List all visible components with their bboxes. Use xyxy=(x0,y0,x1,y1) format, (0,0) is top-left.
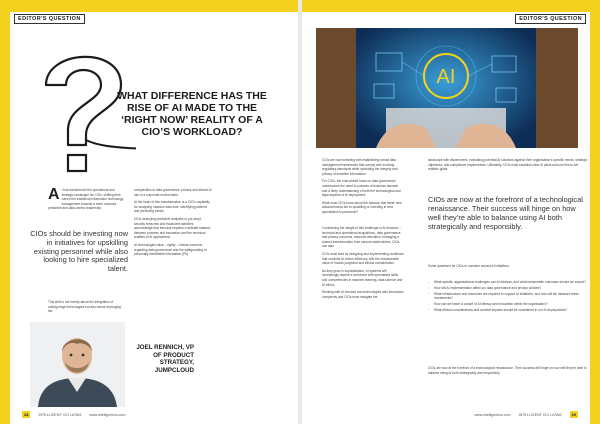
drop-cap: A xyxy=(48,186,60,203)
left-col2-text: complexities of data governance, privacy and ethical AI use in a corporate environment. xyxy=(134,188,212,197)
right-column-3 xyxy=(428,158,588,172)
photo-caption: JOEL RENNICH, VP OF PRODUCT STRATEGY, JUMPCLOUD xyxy=(136,344,194,374)
footer-left xyxy=(22,411,126,418)
left-col2b-text: At the heart of this transformation is a CIO's capability for analysing massive data sets, identifying patterns and predicting trends. xyxy=(134,200,210,214)
right-closing-text: CIOs are now at the forefront of a technological renaissance. Their success will hinge on how well they're able to balance using AI both strategically and responsibly. xyxy=(428,366,587,375)
right-column-1b xyxy=(322,226,404,299)
url-right[interactable]: www.intelligentcio.com xyxy=(474,412,511,417)
right-col2c-text: CIOs must lead by designing and implementing workflows that combine AI-driven efficiency with the irreplaceable value of human judgment and ethical consideration. xyxy=(322,251,404,266)
section-tag-left: EDITOR'S QUESTION xyxy=(14,14,85,24)
left-column-1 xyxy=(48,188,124,211)
headline: WHAT DIFFERENCE HAS THE RISE OF AI MADE TO THE ‘RIGHT NOW’ REALITY OF A CIO’S WORKLOAD? xyxy=(117,90,267,138)
hero-image xyxy=(316,28,578,148)
left-border xyxy=(0,0,10,424)
list-item: • How will AI implementation affect our data governance and privacy policies? xyxy=(428,286,588,291)
pull-quote-left: CIOs should be investing now in initiatives for upskilling existing personnel while also looking to hire specialized talent. xyxy=(30,229,128,274)
section-tag-right: EDITOR'S QUESTION xyxy=(515,14,586,24)
left-col1b-text: This shift is not merely about the integration of cutting-edge technologies but also about leveraging the xyxy=(48,300,121,314)
right-col1c-text: What must CIOs know about the balance that these new advancements are to upskilling or investing in new specialised AI personnel? xyxy=(322,200,402,214)
right-col2d-text: As they grow in sophistication, AI systems will increasingly require a workforce with specialised skills and competencies in machine learning, data science and AI ethics. xyxy=(322,268,403,287)
magazine-name-right: INTELLIGENT CIO LATAM xyxy=(518,412,562,417)
list-item: • What infrastructure and resources are required to support AI initiatives, and how will we measure these investments? xyxy=(428,292,588,301)
right-col2b-text: Considering the weight of this challenge in AI because – technical and operational acquisitions, data governance and privacy concerns, resource allocation, managing a shared transformation from various stakeholders, CIOs can also. xyxy=(322,226,402,249)
list-item: • What ethical considerations and societal impacts should be considered in our AI deployments? xyxy=(428,308,588,313)
right-column-1 xyxy=(322,158,404,215)
list-item: • What specific organisational challenges can AI address, and what measurable outcomes should we expect? xyxy=(428,280,588,285)
right-col2e-text: Working with AI vendors and technologies also introduces complexity and CIOs must navigate the xyxy=(322,290,404,299)
person-portrait-icon xyxy=(30,322,125,407)
top-band-right xyxy=(300,0,600,12)
left-col1-text: I has transformed the operational and strategic landscape for CIOs, shifting their roles from traditional information technology management towards a more nuanced, predictive and data-centric leadership. xyxy=(48,188,124,211)
portrait-photo xyxy=(10,322,200,407)
footer-right xyxy=(474,411,578,418)
right-question-intro: Some questions for CIOs to consider around AI initiatives: xyxy=(428,264,510,268)
right-col3-text: landscape with discernment, evaluating potential AI solutions against their organisation's specific needs, strategic objectives, and compliance requirements. Ultimately, CIOs must establish clear AI pilots and use this to set realistic goals. xyxy=(428,158,588,172)
pull-quote-right: CIOs are now at the forefront of a technological renaissance. Their success will hinge on how well they’re able to balance using AI both strategically and responsibly. xyxy=(428,195,583,231)
right-col1-text: CIOs are now wrestling with establishing robust data management frameworks that comply with evolving regulatory standards while upholding the integrity and privacy of sensitive information. xyxy=(322,158,398,176)
magazine-name-left: INTELLIGENT CIO LATAM xyxy=(38,412,82,417)
url-left[interactable]: www.intelligentcio.com xyxy=(89,412,126,417)
page-number-right: 29 xyxy=(571,412,576,417)
page-number-left: 28 xyxy=(24,412,29,417)
top-band-left xyxy=(0,0,300,12)
question-list xyxy=(428,280,588,314)
right-border xyxy=(590,0,600,424)
hero-ai-text: AI xyxy=(436,66,456,88)
list-item: • How can we foster a culture of AI literacy and innovation within the organisation? xyxy=(428,302,588,307)
left-column-2 xyxy=(134,188,212,257)
left-col2d-text: AI technologies raise – rightly – ethical concerns regarding data governance and the safeguarding of personally identifiable information (PII). xyxy=(134,242,207,257)
page-gutter xyxy=(298,0,302,424)
left-column-1b xyxy=(48,300,124,314)
left-col2c-text: CIOs deploying predictive analytics to pre-empt security breaches and fraudulent activities acknowledge that this task requires a delicate balance between prowess and innovation and the technical realities of AI applications. xyxy=(134,216,211,240)
right-col1b-text: For CIOs, the road ahead focus on data governance underscores the need to possess of business acumen and a deep understanding of both the technological and legal aspects of AI deployment. xyxy=(322,179,401,198)
